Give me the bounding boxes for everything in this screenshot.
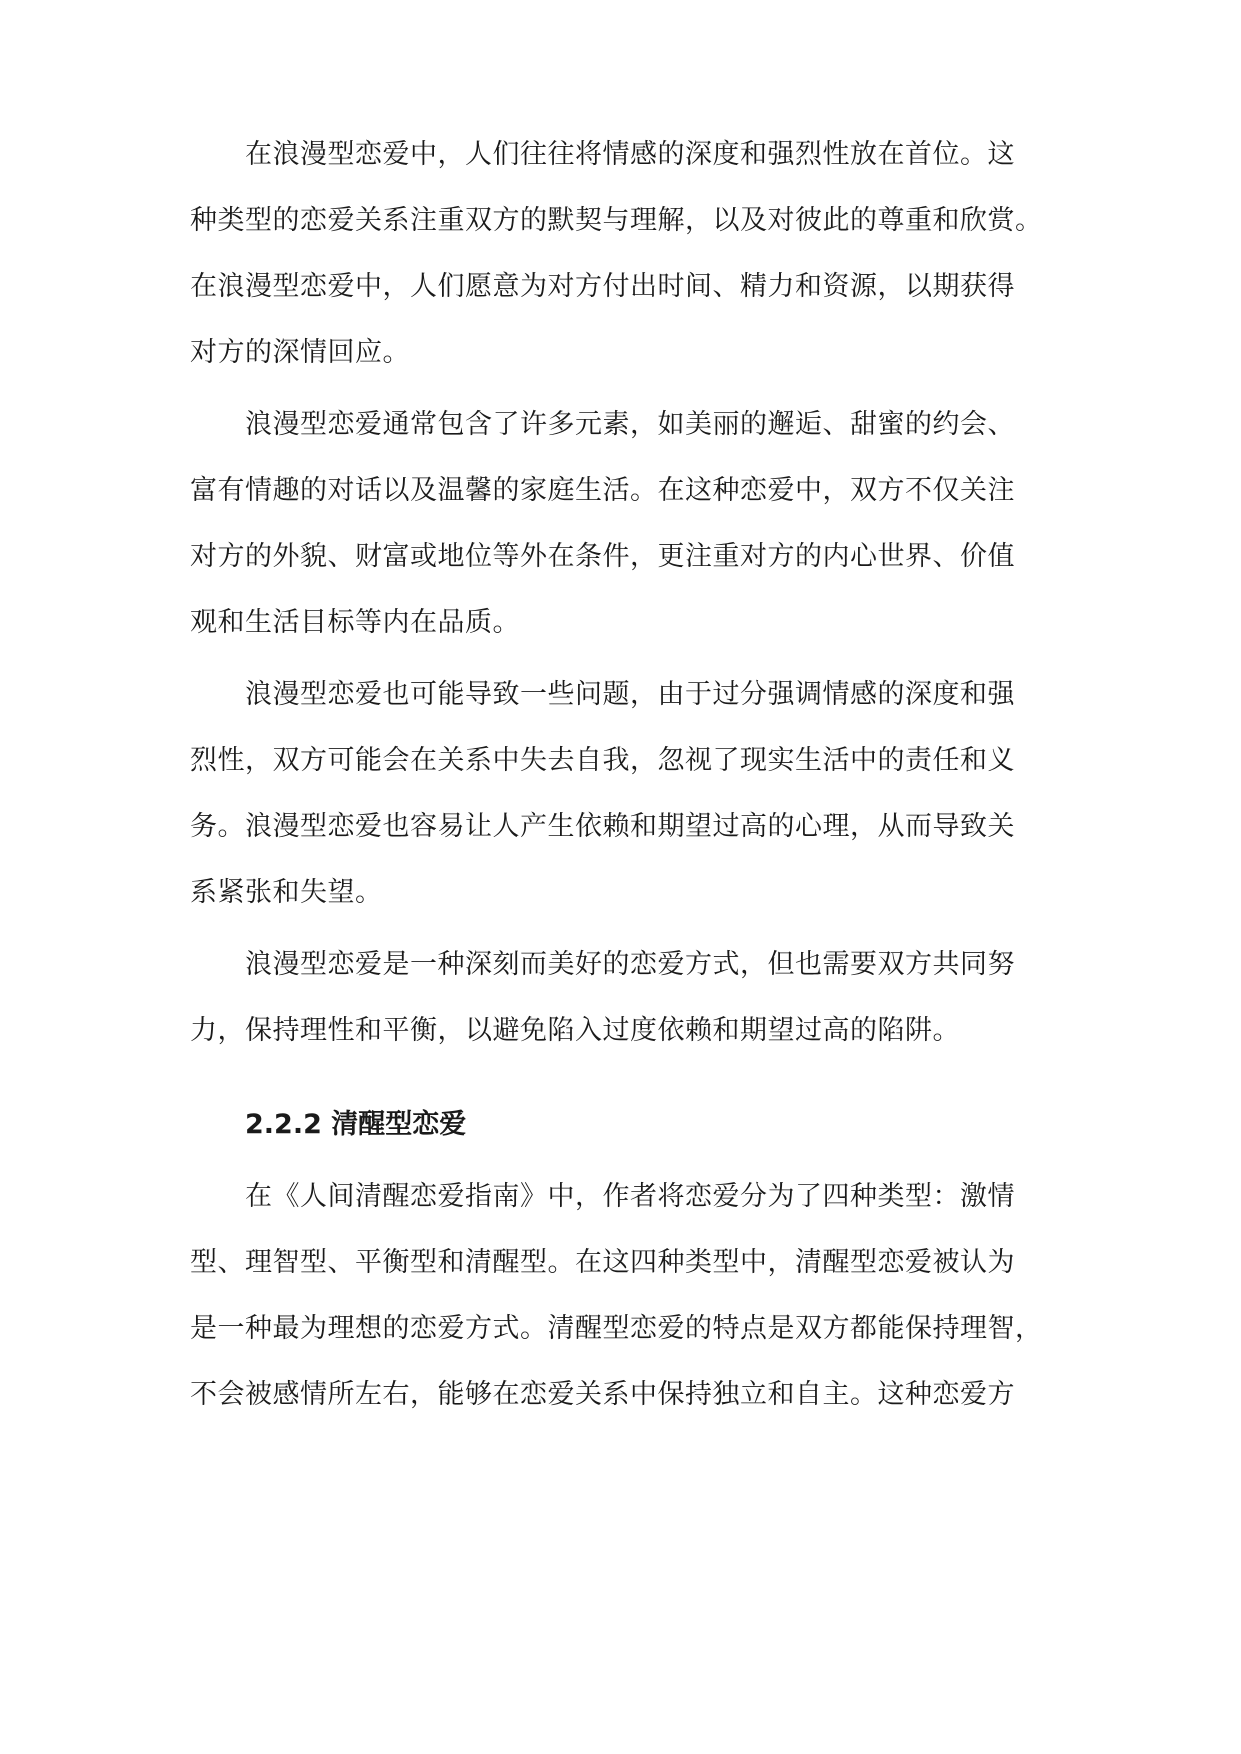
paragraph-4-line-2: 力，保持理性和平衡，以避免陷入过度依赖和期望过高的陷阱。 (190, 1015, 960, 1046)
section-paragraph-line-1: 在《人间清醒恋爱指南》中，作者将恋爱分为了四种类型：激情 (245, 1181, 1015, 1212)
paragraph-1-line-4: 对方的深情回应。 (190, 337, 410, 368)
paragraph-1-line-2: 种类型的恋爱关系注重双方的默契与理解，以及对彼此的尊重和欣赏。 (190, 205, 1043, 236)
section-heading: 2.2.2 清醒型恋爱 (245, 1109, 467, 1140)
paragraph-3-line-1: 浪漫型恋爱也可能导致一些问题，由于过分强调情感的深度和强 (245, 679, 1015, 710)
paragraph-3-line-4: 系紧张和失望。 (190, 877, 383, 908)
section-paragraph-line-3: 是一种最为理想的恋爱方式。清醒型恋爱的特点是双方都能保持理智， (190, 1313, 1043, 1344)
section-paragraph-line-2: 型、理智型、平衡型和清醒型。在这四种类型中，清醒型恋爱被认为 (190, 1247, 1015, 1278)
paragraph-2-line-1: 浪漫型恋爱通常包含了许多元素，如美丽的邂逅、甜蜜的约会、 (245, 409, 1015, 440)
paragraph-4-line-1: 浪漫型恋爱是一种深刻而美好的恋爱方式，但也需要双方共同努 (245, 949, 1015, 980)
paragraph-3-line-2: 烈性，双方可能会在关系中失去自我，忽视了现实生活中的责任和义 (190, 745, 1015, 776)
section-paragraph-line-4: 不会被感情所左右，能够在恋爱关系中保持独立和自主。这种恋爱方 (190, 1379, 1015, 1410)
paragraph-2-line-3: 对方的外貌、财富或地位等外在条件，更注重对方的内心世界、价值 (190, 541, 1015, 572)
paragraph-1-line-3: 在浪漫型恋爱中，人们愿意为对方付出时间、精力和资源，以期获得 (190, 271, 1015, 302)
paragraph-2-line-4: 观和生活目标等内在品质。 (190, 607, 520, 638)
paragraph-1-line-1: 在浪漫型恋爱中，人们往往将情感的深度和强烈性放在首位。这 (245, 139, 1015, 170)
paragraph-2-line-2: 富有情趣的对话以及温馨的家庭生活。在这种恋爱中，双方不仅关注 (190, 475, 1015, 506)
paragraph-3-line-3: 务。浪漫型恋爱也容易让人产生依赖和期望过高的心理，从而导致关 (190, 811, 1015, 842)
